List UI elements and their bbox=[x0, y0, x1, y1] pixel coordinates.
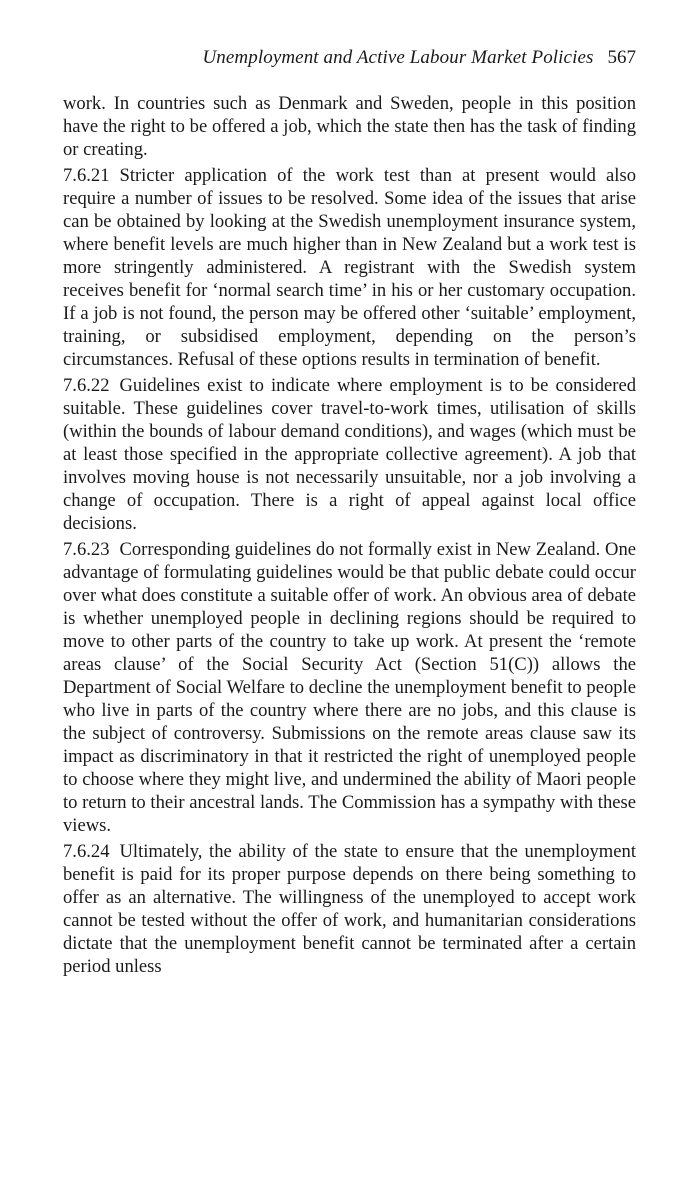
running-title: Unemployment and Active Labour Market Policies bbox=[202, 47, 594, 68]
paragraph-text: Ultimately, the ability of the state to ensure that the unemployment benefit is paid for its proper purpose depends on there being something to offer as an alternative. The willingness of the unemployed to accept work cannot be tested without the offer of work, and humanitarian considerations dictate that the unemployment benefit cannot be terminated after a certain period unless bbox=[63, 841, 636, 977]
paragraph-7-6-21 bbox=[63, 164, 636, 371]
running-header bbox=[63, 46, 636, 70]
paragraph-7-6-22 bbox=[63, 374, 636, 535]
paragraph-text: Stricter application of the work test than at present would also require a number of issues to be resolved. Some idea of the issues that arise can be obtained by looking at the Swedish unemployment insurance system, where benefit levels are much higher than in New Zealand but a work test is more stringently administered. A registrant with the Swedish system receives benefit for ‘normal search time’ in his or her customary occupation. If a job is not found, the person may be offered other ‘suitable’ employment, training, or subsidised employment, depending on the person’s circumstances. Refusal of these options results in termination of benefit. bbox=[63, 165, 636, 370]
paragraph-text: Guidelines exist to indicate where employment is to be considered suitable. These guidelines cover travel-to-work times, utilisation of skills (within the bounds of labour demand conditions), and wages (which must be at least those specified in the appropriate collective agreement). A job that involves moving house is not necessarily unsuitable, nor a job involving a change of occupation. There is a right of appeal against local office decisions. bbox=[63, 375, 636, 534]
paragraph-continuation bbox=[63, 92, 636, 161]
paragraph-number: 7.6.23 bbox=[63, 539, 110, 560]
body-text bbox=[63, 92, 636, 978]
paragraph-number: 7.6.22 bbox=[63, 375, 110, 396]
paragraph-7-6-23 bbox=[63, 538, 636, 837]
page-number: 567 bbox=[607, 47, 636, 68]
paragraph-text: work. In countries such as Denmark and Sweden, people in this position have the right to be offered a job, which the state then has the task of finding or creating. bbox=[63, 93, 636, 160]
book-page bbox=[63, 46, 636, 981]
paragraph-text: Corresponding guidelines do not formally exist in New Zealand. One advantage of formulating guidelines would be that public debate could occur over what does constitute a suitable offer of work. An obvious area of debate is whether unemployed people in declining regions should be required to move to other parts of the country to take up work. At present the ‘remote areas clause’ of the Social Security Act (Section 51(C)) allows the Department of Social Welfare to decline the unemployment benefit to people who live in parts of the country where there are no jobs, and this clause is the subject of controversy. Submissions on the remote areas clause saw its impact as discriminatory in that it restricted the right of unemployed people to choose where they might live, and undermined the ability of Maori people to return to their ancestral lands. The Commission has a sympathy with these views. bbox=[63, 539, 636, 836]
paragraph-number: 7.6.24 bbox=[63, 841, 110, 862]
paragraph-number: 7.6.21 bbox=[63, 165, 110, 186]
paragraph-7-6-24 bbox=[63, 840, 636, 978]
